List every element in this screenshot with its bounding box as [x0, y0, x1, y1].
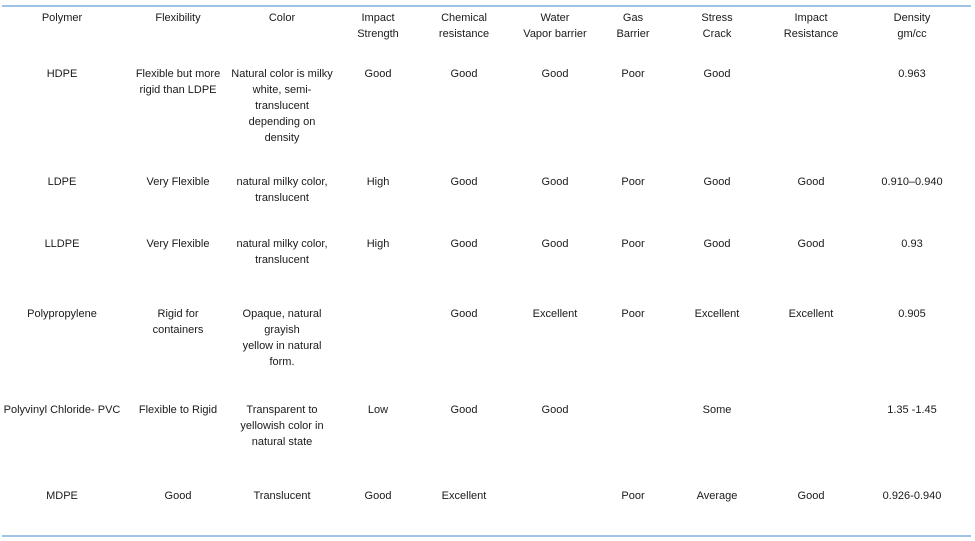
cell-flexibility: Very Flexible [146, 238, 210, 250]
cell-stress-crack: Excellent [694, 308, 740, 320]
cell-flexibility: Flexible but more rigid than LDPE [135, 68, 221, 96]
cell-chemical-resistance: Good [450, 404, 478, 416]
header-chemical-resistance: Chemical resistance [438, 12, 490, 40]
cell-chemical-resistance: Good [450, 238, 478, 250]
cell-gas-barrier: Poor [621, 238, 645, 250]
cell-color: Natural color is milky white, semi- translucent depending on density [231, 68, 333, 144]
cell-polymer: HDPE [46, 68, 78, 80]
cell-density: 1.35 -1.45 [887, 404, 937, 416]
cell-gas-barrier: Poor [621, 490, 645, 502]
cell-flexibility: Rigid for containers [152, 308, 204, 336]
cell-density: 0.963 [898, 68, 926, 80]
cell-impact-strength: High [366, 238, 390, 250]
cell-impact-resistance: Good [797, 176, 825, 188]
table-bottom-rule [2, 535, 971, 537]
cell-flexibility: Good [164, 490, 192, 502]
header-polymer: Polymer [41, 12, 83, 24]
cell-impact-strength: Good [364, 68, 392, 80]
cell-chemical-resistance: Good [450, 308, 478, 320]
cell-density: 0.905 [898, 308, 926, 320]
cell-polymer: MDPE [46, 490, 78, 502]
cell-flexibility: Very Flexible [146, 176, 210, 188]
cell-polymer: Polyvinyl Chloride- PVC [3, 404, 121, 416]
cell-stress-crack: Average [696, 490, 738, 502]
cell-chemical-resistance: Excellent [441, 490, 487, 502]
cell-color: Translucent [253, 490, 311, 502]
cell-impact-strength: Low [367, 404, 389, 416]
cell-polymer: Polypropylene [27, 308, 97, 320]
cell-impact-resistance: Good [797, 490, 825, 502]
cell-density: 0.910–0.940 [881, 176, 943, 188]
cell-color: natural milky color, translucent [236, 176, 328, 204]
cell-stress-crack: Good [703, 68, 731, 80]
header-impact-resistance: Impact Resistance [783, 12, 839, 40]
header-water-vapor-barrier: Water Vapor barrier [523, 12, 587, 40]
cell-gas-barrier: Poor [621, 308, 645, 320]
cell-color: Transparent to yellowish color in natural state [240, 404, 324, 448]
cell-flexibility: Flexible to Rigid [138, 404, 218, 416]
cell-gas-barrier: Poor [621, 176, 645, 188]
cell-impact-strength: High [366, 176, 390, 188]
header-gas-barrier: Gas Barrier [616, 12, 650, 40]
cell-impact-strength: Good [364, 490, 392, 502]
cell-color: Opaque, natural grayish yellow in natural form. [242, 308, 322, 368]
cell-impact-resistance: Good [797, 238, 825, 250]
cell-impact-resistance: Excellent [788, 308, 834, 320]
cell-water-vapor-barrier: Good [541, 68, 569, 80]
cell-stress-crack: Some [702, 404, 732, 416]
header-density: Density gm/cc [893, 12, 931, 40]
header-color: Color [268, 12, 296, 24]
header-impact-strength: Impact Strength [357, 12, 399, 40]
cell-water-vapor-barrier: Good [541, 176, 569, 188]
cell-stress-crack: Good [703, 176, 731, 188]
cell-water-vapor-barrier: Good [541, 404, 569, 416]
cell-gas-barrier: Poor [621, 68, 645, 80]
cell-water-vapor-barrier: Excellent [532, 308, 578, 320]
table-top-rule [2, 5, 971, 7]
cell-color: natural milky color, translucent [236, 238, 328, 266]
cell-chemical-resistance: Good [450, 68, 478, 80]
cell-polymer: LLDPE [44, 238, 80, 250]
cell-polymer: LDPE [47, 176, 77, 188]
cell-stress-crack: Good [703, 238, 731, 250]
cell-density: 0.93 [901, 238, 923, 250]
cell-water-vapor-barrier: Good [541, 238, 569, 250]
cell-density: 0.926-0.940 [882, 490, 942, 502]
cell-chemical-resistance: Good [450, 176, 478, 188]
header-flexibility: Flexibility [155, 12, 201, 24]
header-stress-crack: Stress Crack [701, 12, 733, 40]
